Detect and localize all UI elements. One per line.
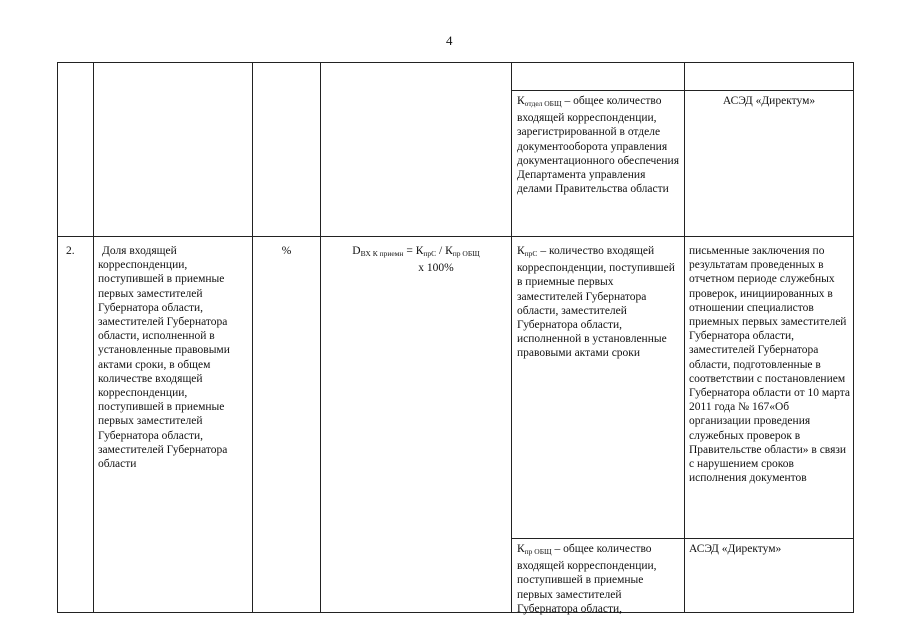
data-source: АСЭД «Директум»: [722, 95, 816, 107]
variable-symbol-subscript: пр ОБЩ: [524, 547, 552, 556]
table-divider-col-4: [511, 62, 512, 613]
formula-slash: / К: [436, 245, 453, 257]
table-divider-col-1: [93, 62, 94, 613]
variable-text: общее количество входящей корреспонденции, зарегистрированной в отделе документооборота управления документационного обеспечения Департамента управления делами Правительства области: [517, 95, 680, 196]
data-source: письменные заключения по результатам проведенных в отчетном периоде служебных проверок, инициированных в отношении специалистов приемных первых заместителей Губернатора области, заместителей Губернатора области, подготовленные в соответствии с постановлением Губернатора области от 10 марта 2011 года № 167«Об организации проведения служебных проверок в Правительстве области» в связи с нарушением сроков исполнения документов: [689, 245, 851, 485]
row-number: 2.: [66, 245, 75, 257]
unit-of-measure: %: [281, 245, 292, 257]
variable-text: общее количество входящей корреспонденции, поступившей в приемные первых заместителей Губернатора области,: [517, 543, 657, 615]
page-number: 4: [446, 33, 453, 48]
formula-lhs-subscript: ВХ К приемн: [360, 249, 404, 258]
table-border-top: [57, 62, 854, 63]
formula-line: [322, 244, 510, 261]
table-border-right: [853, 62, 854, 613]
variable-description: [517, 244, 681, 361]
data-source: АСЭД «Директум»: [689, 543, 782, 555]
variable-symbol: К: [517, 95, 525, 107]
variable-symbol-subscript: отдел ОБЩ: [524, 99, 562, 108]
formula-tail: х 100%: [418, 262, 454, 274]
variable-symbol-subscript: прС: [524, 249, 538, 258]
dash: –: [551, 543, 564, 555]
variable-symbol: К: [517, 543, 525, 555]
table-divider-col-3: [320, 62, 321, 613]
variable-description: [517, 94, 681, 196]
variable-description: [517, 542, 681, 616]
formula-denominator-subscript: пр ОБЩ: [452, 249, 480, 258]
dash: –: [561, 95, 574, 107]
variable-text: количество входящей корреспонденции, поступившей в приемные первых заместителей Губернатора области, заместителей Губернатора области, исполненной в установленные правовыми актами сроки: [517, 245, 675, 360]
indicator-name: Доля входящей корреспонденции, поступившей в приемные первых заместителей Губернатора области, заместителей Губернатора области, исполненной в установленные правовыми актами сроки, в общем количестве входящей корреспонденции, поступившей в приемные первых заместителей Губернатора области, заместителей Губернатора области: [98, 245, 230, 471]
table-border-bottom: [57, 612, 854, 613]
formula-lhs: D: [352, 245, 361, 257]
table-border-left: [57, 62, 58, 613]
variable-symbol: К: [517, 245, 525, 257]
row-divider: [57, 236, 854, 237]
calculation-formula: [322, 244, 510, 275]
subrow-divider: [511, 90, 854, 91]
subrow-divider: [511, 538, 854, 539]
dash: –: [537, 245, 549, 257]
table-divider-col-2: [252, 62, 253, 613]
formula-equals: = К: [403, 245, 424, 257]
formula-numerator-subscript: прС: [423, 249, 437, 258]
table-divider-col-5: [684, 62, 685, 613]
